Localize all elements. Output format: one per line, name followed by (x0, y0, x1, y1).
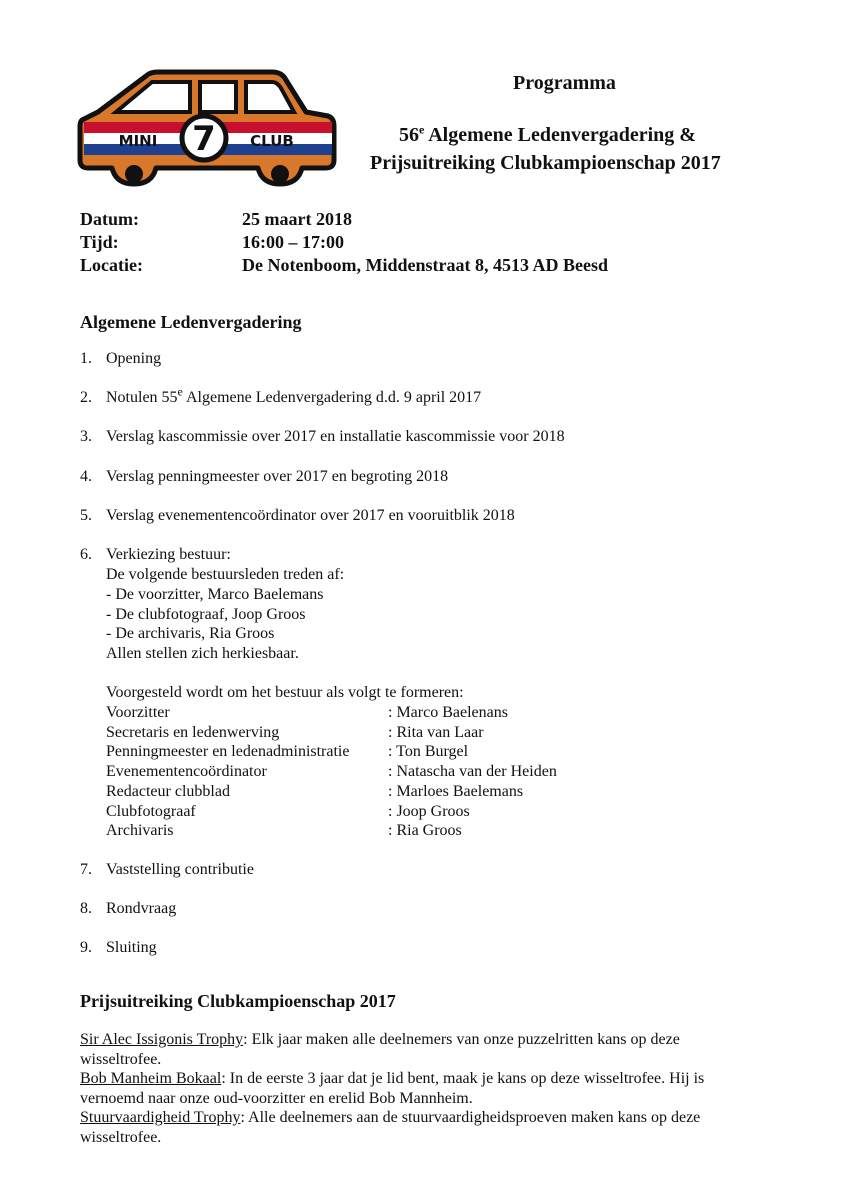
time-row: Tijd: 16:00 – 17:00 (80, 232, 344, 252)
agenda-item: 8. Rondvraag (80, 900, 177, 917)
board-table (106, 703, 557, 841)
award-title: Prijsuitreiking Clubkampioenschap 2017 (370, 152, 721, 174)
agenda-item: 6. Verkiezing bestuur: (80, 546, 231, 563)
reelection-note: Allen stellen zich herkiesbaar. (106, 645, 299, 662)
board-row: Voorzitter : Marco Baelenans (106, 704, 508, 721)
prize-paragraph: Sir Alec Issigonis Trophy: Elk jaar maken alle deelnemers van onze puzzelritten kans op deze wisseltrofee. (80, 1031, 680, 1068)
logo-left-text: MINI (118, 132, 158, 150)
agenda-item: 3. Verslag kascommissie over 2017 en installatie kascommissie voor 2018 (80, 428, 565, 445)
agenda-item: 4. Verslag penningmeester over 2017 en begroting 2018 (80, 468, 449, 485)
board-row: Redacteur clubblad : Marloes Baelemans (106, 782, 524, 800)
section-heading-prijs: Prijsuitreiking Clubkampioenschap 2017 (80, 991, 396, 1011)
leaving-member: - De clubfotograaf, Joop Groos (106, 606, 306, 623)
mini-7-club-logo (76, 68, 338, 188)
agenda-item: 5. Verslag evenementencoördinator over 2017 en vooruitblik 2018 (80, 507, 515, 524)
wheel-shape (125, 165, 143, 183)
leaving-member: - De archivaris, Ria Groos (106, 625, 275, 642)
prize-list (80, 1030, 760, 1147)
agenda-item: 2. Notulen 55e Algemene Ledenvergadering d.d. 9 april 2017 (80, 384, 482, 406)
meeting-details (80, 208, 608, 277)
board-row: Evenementencoördinator : Natascha van der Heiden (106, 763, 557, 781)
leaving-member: - De voorzitter, Marco Baelemans (106, 586, 324, 603)
election-intro: De volgende bestuursleden treden af: (106, 566, 345, 583)
wheel-shape (271, 165, 289, 183)
board-row: Penningmeester en ledenadministratie : Ton Burgel (106, 743, 469, 761)
board-row: Secretaris en ledenwerving : Rita van Laar (106, 723, 484, 741)
agenda-item: 1. Opening (80, 350, 162, 367)
agenda-item: 9. Sluiting (80, 939, 157, 956)
location-row: Locatie: De Notenboom, Middenstraat 8, 4513 AD Beesd (80, 255, 608, 275)
agenda-item: 7. Vaststelling contributie (80, 861, 254, 878)
window-shape (200, 82, 236, 112)
logo-number: 7 (192, 119, 216, 159)
meeting-title: 56e Algemene Ledenvergadering & (399, 122, 696, 146)
board-row: Clubfotograaf : Joop Groos (106, 802, 470, 820)
section-heading-alv: Algemene Ledenvergadering (80, 312, 302, 332)
board-proposal: Voorgesteld wordt om het bestuur als volgt te formeren: (106, 684, 464, 701)
logo-right-text: CLUB (250, 132, 294, 150)
page-title: Programma (513, 72, 616, 94)
prize-paragraph: Bob Manheim Bokaal: In de eerste 3 jaar dat je lid bent, maak je kans op deze wisseltrofee. Hij is vernoemd naar onze oud-voorzitter en erelid Bob Mannheim. (80, 1070, 705, 1107)
date-row: Datum: 25 maart 2018 (80, 209, 352, 229)
prize-paragraph: Stuurvaardigheid Trophy: Alle deelnemers aan de stuurvaardigheidsproeven maken kans op deze wisseltrofee. (80, 1109, 701, 1146)
board-row: Archivaris : Ria Groos (106, 822, 462, 840)
